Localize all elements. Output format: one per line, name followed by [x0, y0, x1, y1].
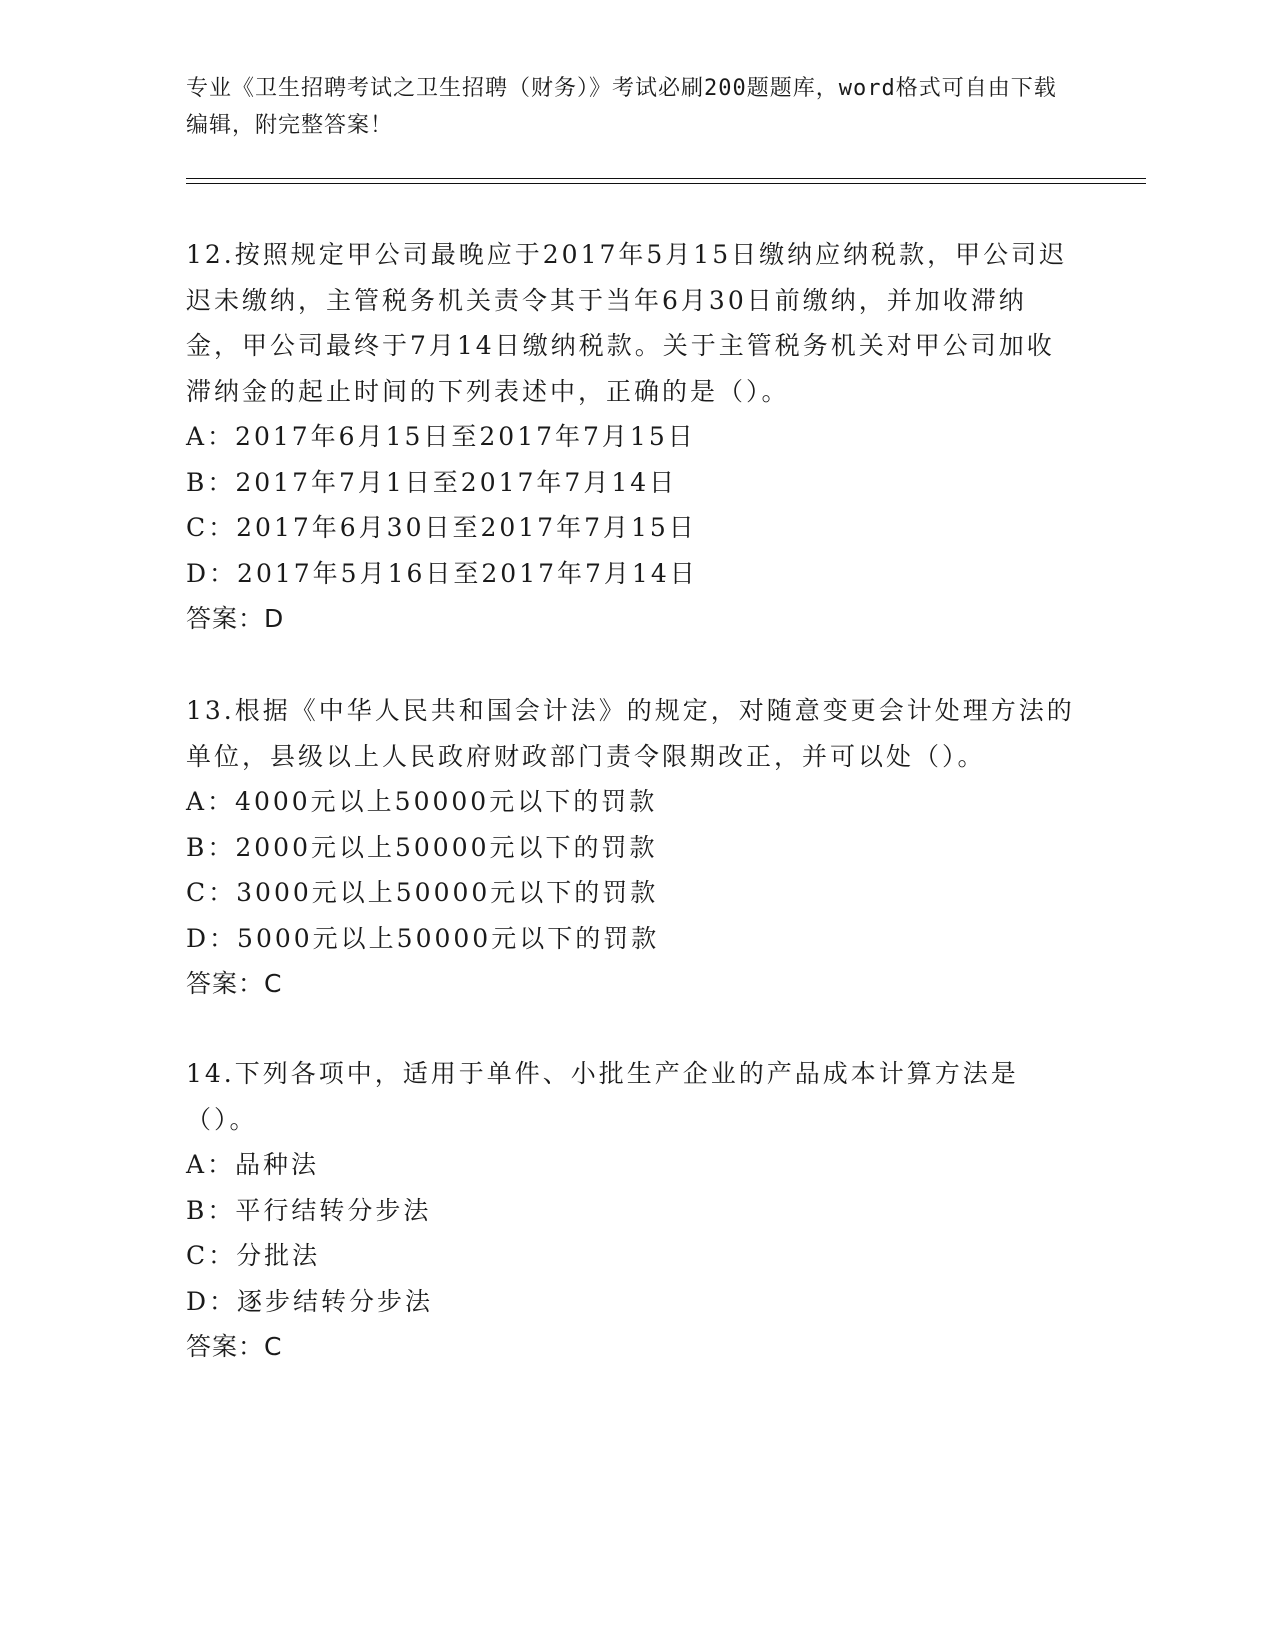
option-b: B：平行结转分步法: [186, 1195, 432, 1225]
question-stem: 12.按照规定甲公司最晚应于2017年5月15日缴纳应纳税款，甲公司迟迟未缴纳，主管税务机关责令其于当年6月30日前缴纳，并加收滞纳金，甲公司最终于7月14日缴纳税款。关于主管税务机关对甲公司加收滞纳金的起止时间的下列表述中，正确的是（）。: [186, 240, 1068, 406]
answer: 答案：C: [186, 1332, 283, 1361]
option-b: B：2000元以上50000元以下的罚款: [186, 832, 658, 862]
option-a: A：品种法: [186, 1150, 320, 1179]
question-12: [186, 232, 1076, 642]
option-c: C：3000元以上50000元以下的罚款: [186, 878, 659, 907]
option-d: D：5000元以上50000元以下的罚款: [186, 923, 660, 953]
header-divider-bottom: [186, 183, 1146, 184]
answer: 答案：D: [186, 604, 285, 633]
header-divider-top: [186, 178, 1146, 179]
option-d: D：逐步结转分步法: [186, 1286, 434, 1316]
answer: 答案：C: [186, 969, 283, 998]
question-14: [186, 1051, 1076, 1370]
question-13: [186, 688, 1076, 1007]
option-d: D：2017年5月16日至2017年7月14日: [186, 558, 698, 588]
question-stem: 14.下列各项中，适用于单件、小批生产企业的产品成本计算方法是（）。: [186, 1059, 1019, 1134]
option-a: A：4000元以上50000元以下的罚款: [186, 787, 658, 816]
option-a: A：2017年6月15日至2017年7月15日: [186, 422, 696, 451]
question-stem: 13.根据《中华人民共和国会计法》的规定，对随意变更会计处理方法的单位，县级以上人民政府财政部门责令限期改正，并可以处（）。: [186, 696, 1075, 771]
document-header: 专业《卫生招聘考试之卫生招聘（财务）》考试必刷200题题库，word格式可自由下载编辑，附完整答案！: [186, 76, 1057, 138]
option-b: B：2017年7月1日至2017年7月14日: [186, 467, 678, 497]
option-c: C：2017年6月30日至2017年7月15日: [186, 513, 697, 542]
option-c: C：分批法: [186, 1241, 321, 1270]
